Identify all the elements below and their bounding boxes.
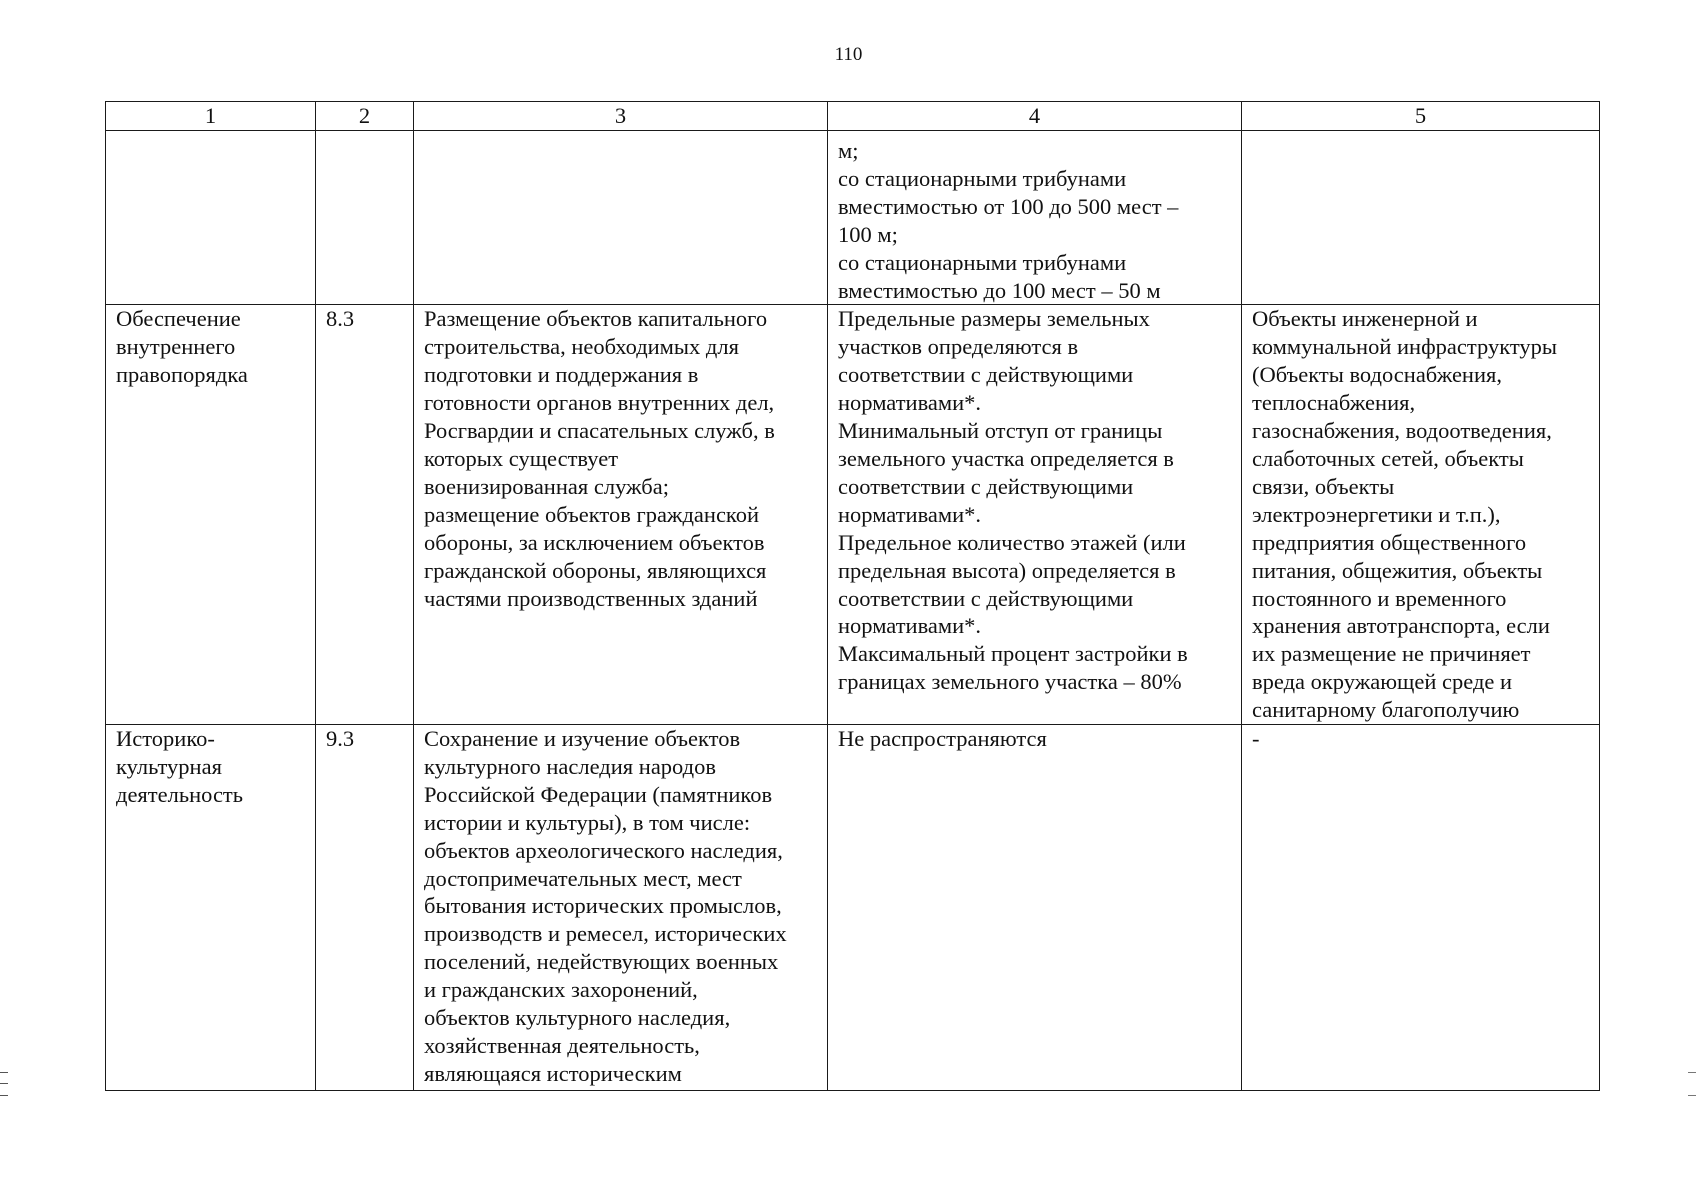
cell-code: 8.3 — [316, 305, 414, 725]
text-line: участков определяются в — [838, 334, 1079, 360]
text-line: нормативами*. — [838, 613, 982, 639]
header-col-1: 1 — [106, 102, 316, 131]
text-line: Объекты инженерной и — [1252, 306, 1478, 332]
text-line: соответствии с действующими — [838, 585, 1134, 611]
text-line: вместимостью до 100 мест – 50 м — [838, 277, 1161, 303]
text-line: вместимостью от 100 до 500 мест – — [838, 193, 1179, 219]
text-line: хозяйственная деятельность, — [424, 1033, 700, 1058]
scan-edge-mark-right — [1688, 1072, 1696, 1096]
text-line: предприятия общественного — [1252, 529, 1527, 555]
cell-description — [414, 131, 828, 305]
cell-description — [414, 305, 828, 725]
text-line: связи, объекты — [1252, 473, 1395, 499]
text-line: - — [1252, 726, 1260, 752]
text-line: Обеспечение — [116, 306, 241, 332]
text-line: Не распространяются — [838, 726, 1047, 752]
text-line: хранения автотранспорта, если — [1252, 613, 1550, 639]
text-line: (Объекты водоснабжения, — [1252, 362, 1502, 388]
text-line: газоснабжения, водоотведения, — [1252, 418, 1552, 444]
cell-activity-name — [106, 305, 316, 725]
text-line: соответствии с действующими — [838, 473, 1134, 499]
text-line: поселений, недействующих военных — [424, 949, 779, 975]
text-line: слаботочных сетей, объекты — [1252, 445, 1524, 471]
text-line: коммунальной инфраструктуры — [1252, 334, 1557, 360]
text-line: питания, общежития, объекты — [1252, 557, 1543, 583]
text-line: электроэнергетики и т.п.), — [1252, 501, 1501, 527]
header-col-5: 5 — [1242, 102, 1600, 131]
text-line: подготовки и поддержания в — [424, 362, 699, 388]
text-line: вреда окружающей среде и — [1252, 669, 1513, 695]
text-line: достопримечательных мест, мест — [424, 865, 742, 891]
text-line: со стационарными трибунами — [838, 249, 1127, 275]
text-line: теплоснабжения, — [1252, 390, 1416, 416]
table-row — [106, 725, 1600, 1091]
text-line: их размещение не причиняет — [1252, 641, 1531, 667]
text-line: бытования исторических промыслов, — [424, 893, 782, 919]
text-line: постоянного и временного — [1252, 585, 1507, 611]
text-line: земельного участка определяется в — [838, 445, 1174, 471]
cell-parameters — [828, 131, 1242, 305]
cell-activity-name — [106, 725, 316, 1091]
text-line: гражданской обороны, являющихся — [424, 557, 767, 583]
text-line: Сохранение и изучение объектов — [424, 726, 741, 752]
text-line: Минимальный отступ от границы — [838, 418, 1163, 444]
text-line: м; — [838, 138, 859, 163]
text-line: готовности органов внутренних дел, — [424, 390, 775, 416]
text-line: 100 м; — [838, 221, 898, 247]
text-line: внутреннего — [116, 334, 236, 360]
text-line: деятельность — [116, 781, 244, 807]
cell-code: 9.3 — [316, 725, 414, 1091]
page-number: 110 — [834, 44, 863, 65]
text-line: со стационарными трибунами — [838, 165, 1127, 191]
scan-edge-mark-left — [0, 1072, 8, 1096]
header-col-2: 2 — [316, 102, 414, 131]
text-line: предельная высота) определяется в — [838, 557, 1176, 583]
text-line: и гражданских захоронений, — [424, 977, 698, 1003]
text-line: санитарному благополучию — [1252, 697, 1520, 723]
cell-auxiliary-uses — [1242, 305, 1600, 725]
text-line: соответствии с действующими — [838, 362, 1134, 388]
text-line: Росгвардии и спасательных служб, в — [424, 418, 775, 444]
text-line: военизированная служба; — [424, 473, 669, 499]
text-line: Предельные размеры земельных — [838, 306, 1150, 332]
cell-code — [316, 131, 414, 305]
text-line: нормативами*. — [838, 501, 982, 527]
text-line: размещение объектов гражданской — [424, 501, 760, 527]
text-line: Российской Федерации (памятников — [424, 781, 773, 807]
text-line: нормативами*. — [838, 390, 982, 416]
table-row — [106, 305, 1600, 725]
cell-auxiliary-uses — [1242, 131, 1600, 305]
text-line: Максимальный процент застройки в — [838, 641, 1188, 667]
cell-auxiliary-uses — [1242, 725, 1600, 1091]
text-line: производств и ремесел, исторических — [424, 921, 787, 947]
text-line: Размещение объектов капитального — [424, 306, 768, 332]
text-line: строительства, необходимых для — [424, 334, 739, 360]
cell-description — [414, 725, 828, 1091]
header-col-4: 4 — [828, 102, 1242, 131]
text-line: Историко- — [116, 726, 215, 752]
header-row — [106, 102, 1600, 131]
text-line: правопорядка — [116, 362, 248, 388]
text-line: истории и культуры), в том числе: — [424, 809, 751, 835]
text-line: частями производственных зданий — [424, 585, 758, 611]
text-line: Предельное количество этажей (или — [838, 529, 1186, 555]
text-line: которых существует — [424, 445, 619, 471]
text-line: объектов археологического наследия, — [424, 837, 783, 863]
cell-parameters — [828, 725, 1242, 1091]
header-col-3: 3 — [414, 102, 828, 131]
cell-activity-name — [106, 131, 316, 305]
text-line: культурная — [116, 753, 222, 779]
text-line: обороны, за исключением объектов — [424, 529, 765, 555]
cell-parameters — [828, 305, 1242, 725]
table-row — [106, 131, 1600, 305]
text-line: объектов культурного наследия, — [424, 1005, 731, 1031]
text-line: границах земельного участка – 80% — [838, 669, 1182, 695]
text-line: являющаяся историческим — [424, 1060, 682, 1086]
zoning-table — [105, 101, 1600, 1091]
text-line: культурного наследия народов — [424, 753, 716, 779]
